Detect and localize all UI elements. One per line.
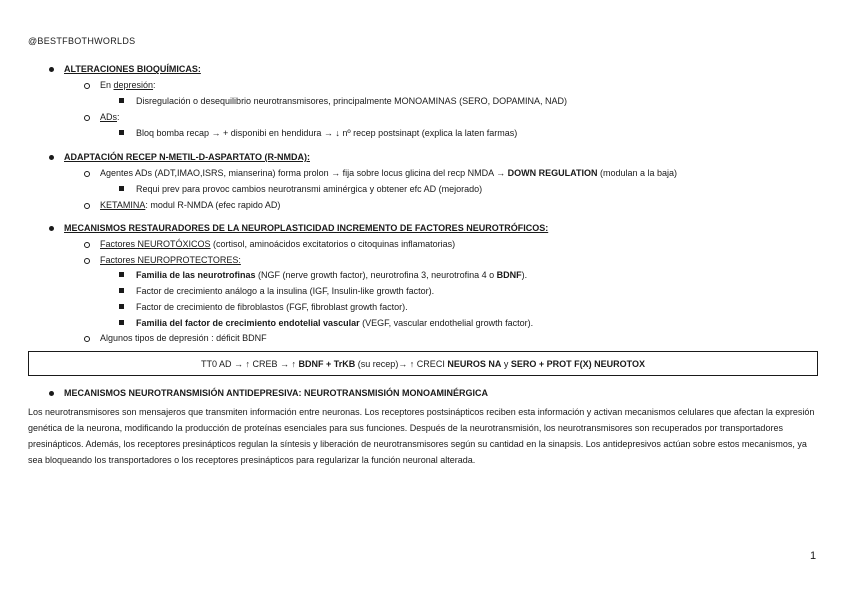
bold-term: Familia de las neurotrofinas xyxy=(136,270,256,280)
item-fgf: Factor de crecimiento de fibroblastos (FGF, fibroblast growth factor). xyxy=(136,302,408,312)
bullet-square xyxy=(119,272,124,277)
text: : xyxy=(117,112,120,122)
bullet-square xyxy=(119,304,124,309)
underlined-term: Factores NEUROTÓXICOS xyxy=(100,239,211,249)
item-vegf xyxy=(136,317,533,329)
item-igf: Factor de crecimiento análogo a la insulina (IGF, Insulin-like growth factor). xyxy=(136,286,435,296)
bullet-square xyxy=(119,186,124,191)
text: y xyxy=(501,359,511,369)
text: ). xyxy=(521,270,528,280)
text: (cortisol, aminoácidos excitatorios o citoquinas inflamatorias) xyxy=(210,239,456,249)
text: (NGF (nerve growth factor), neurotrofina 3, neurotrofina 4 o xyxy=(255,270,497,280)
section-title-alteraciones: ALTERACIONES BIOQUÍMICAS: xyxy=(64,64,201,74)
underlined-term: ADs xyxy=(100,112,118,122)
section-title-monoaminergica: MECANISMOS NEUROTRANSMISIÓN ANTIDEPRESIVA: NEUROTRANSMISIÓN MONOAMINÉRGICA xyxy=(64,388,489,398)
bullet-square xyxy=(119,288,124,293)
summary-box xyxy=(28,351,818,376)
bullet-square xyxy=(119,130,124,135)
bullet-circle xyxy=(84,203,90,209)
page-number: 1 xyxy=(810,550,817,562)
bullet-dot xyxy=(49,226,54,231)
bullet-circle xyxy=(84,83,90,89)
text: En xyxy=(100,80,114,90)
bold-term: BDNF + TrKB xyxy=(298,359,356,369)
item-requi-prev: Requi prev para provoc cambios neurotransmi aminérgica y obtener efc AD (mejorado) xyxy=(136,184,483,194)
bullet-dot xyxy=(49,391,54,396)
bullet-circle xyxy=(84,258,90,264)
bullet-circle xyxy=(84,115,90,121)
text: (su recep)→ ↑ CRECI xyxy=(355,359,448,369)
item-disregulacion: Disregulación o desequilibrio neurotransmisores, principalmente MONOAMINAS (SERO, DOPAMINA, NAD) xyxy=(136,96,567,106)
item-neurotrofinas xyxy=(136,269,527,281)
underlined-term: depresión xyxy=(113,80,154,90)
item-bloq-bomba: Bloq bomba recap → + disponibi en hendidura → ↓ nº recep postsinapt (explica la laten farmas) xyxy=(136,128,518,138)
text: TT0 AD → ↑ CREB → ↑ xyxy=(201,359,299,369)
section-title-nmda: ADAPTACIÓN RECEP N-METIL-D-ASPARTATO (R-NMDA): xyxy=(64,152,310,162)
underlined-term: Factores NEUROPROTECTORES: xyxy=(100,255,241,265)
text: : xyxy=(153,80,156,90)
text: (modulan a la baja) xyxy=(597,168,678,178)
bold-term: BDNF xyxy=(496,270,522,280)
text: : modul R-NMDA (efec rapido AD) xyxy=(145,200,281,210)
bold-term: DOWN REGULATION xyxy=(507,168,598,178)
item-neuroprotectores xyxy=(100,254,241,266)
item-agentes-ads xyxy=(100,167,677,179)
body-paragraph: Los neurotransmisores son mensajeros que transmiten información entre neuronas. Los receptores postsinápticos reciben esta información y activan mecanismos celulares que afectan la expresión genética de la neurona, modificando la producción de proteínas esenciales para sus funciones. Después de la neurotransmisión, los neurotransmisores son recuperados por transportadores presinápticos. Además, los receptores presinápticos regulan la síntesis y liberación de neurotransmisores según su cantidad en la sinapsis. Los antidepresivos actúan sobre estos mecanismos, ya sea bloqueando los transportadores o los receptores presinápticos para regularizar la función neuronal alterada. xyxy=(28,407,815,465)
bullet-dot xyxy=(49,155,54,160)
underlined-term: KETAMINA xyxy=(100,200,146,210)
text: Agentes ADs (ADT,IMAO,ISRS, mianserina) forma prolon → fija sobre locus glicina del recp NMDA → xyxy=(100,168,508,178)
bold-term: Familia del factor de crecimiento endotelial vascular xyxy=(136,318,360,328)
item-deficit-bdnf: Algunos tipos de depresión : déficit BDNF xyxy=(100,333,267,343)
bullet-circle xyxy=(84,242,90,248)
item-neurotoxicos xyxy=(100,238,455,250)
text: (VEGF, vascular endothelial growth factor). xyxy=(359,318,534,328)
bullet-circle xyxy=(84,336,90,342)
bullet-square xyxy=(119,320,124,325)
item-depresion xyxy=(100,79,156,91)
section-title-neuroplasticidad: MECANISMOS RESTAURADORES DE LA NEUROPLASTICIDAD INCREMENTO DE FACTORES NEUROTRÓFICOS: xyxy=(64,223,549,233)
bold-term: NEUROS NA xyxy=(447,359,502,369)
bullet-square xyxy=(119,98,124,103)
item-ketamina xyxy=(100,199,280,211)
bullet-dot xyxy=(49,67,54,72)
bullet-circle xyxy=(84,171,90,177)
bold-term: SERO + PROT F(X) NEUROTOX xyxy=(510,359,645,369)
author-handle: @BESTFBOTHWORLDS xyxy=(28,36,136,46)
item-ads xyxy=(100,111,120,123)
